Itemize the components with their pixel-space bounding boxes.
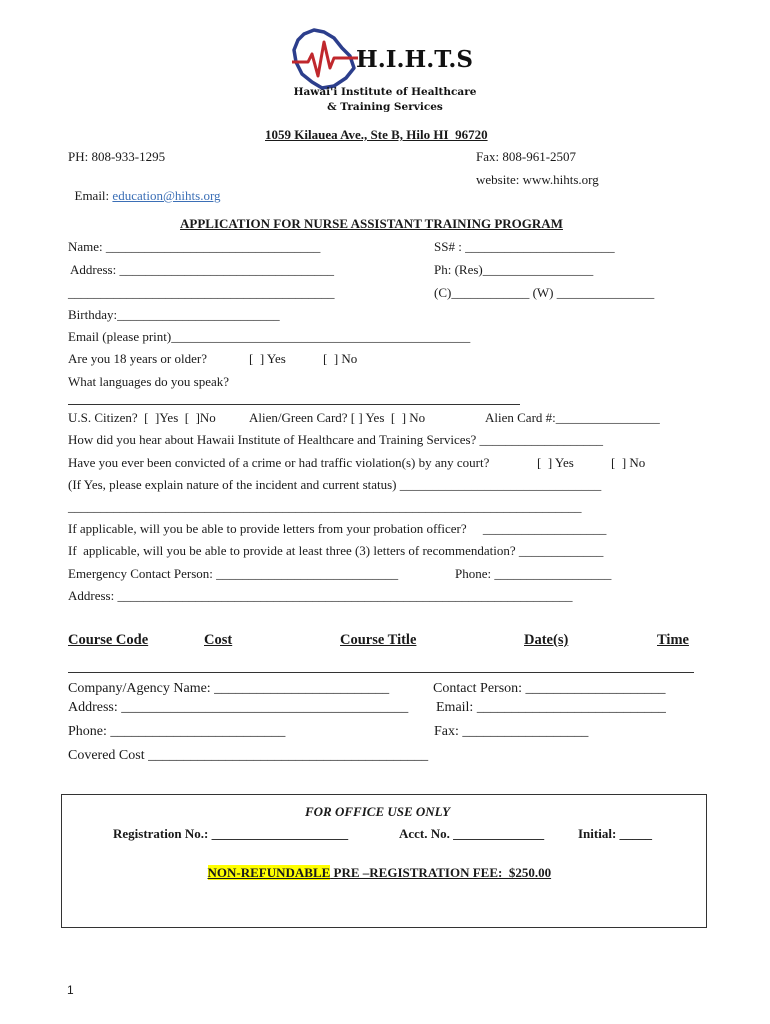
languages-question: What languages do you speak? — [68, 374, 230, 389]
emergency-contact-field[interactable]: Emergency Contact Person: ____________________________ — [68, 566, 399, 581]
crime-question: Have you ever been convicted of a crime or had traffic violation(s) by any court? — [68, 455, 490, 470]
col-dates: Date(s) — [524, 632, 569, 648]
company-name-field[interactable]: Company/Agency Name: _________________________ — [68, 681, 390, 696]
covered-cost-field[interactable]: Covered Cost ________________________________________ — [68, 748, 429, 763]
col-time: Time — [657, 632, 689, 648]
crime-explain-field[interactable]: (If Yes, please explain nature of the incident and current status) _______________________________ — [68, 477, 602, 492]
non-refundable-highlight: NON-REFUNDABLE — [207, 865, 331, 880]
registration-number-field[interactable]: Registration No.: _____________________ — [113, 826, 349, 841]
email-field[interactable]: Email (please print)______________________________________________ — [68, 329, 471, 344]
crime-explain-line2[interactable]: _______________________________________________________________________________ — [68, 499, 582, 514]
age-question: Are you 18 years or older? — [68, 351, 207, 366]
address-field[interactable]: Address: _________________________________ — [70, 262, 334, 277]
logo-subtitle-line1: Hawai'i Institute of Healthcare — [293, 86, 477, 98]
org-phone: PH: 808-933-1295 — [68, 149, 166, 164]
company-email-field[interactable]: Email: ___________________________ — [436, 700, 666, 715]
languages-answer-line[interactable] — [68, 404, 520, 405]
company-phone-field[interactable]: Phone: _________________________ — [68, 724, 286, 739]
col-course-code: Course Code — [68, 632, 149, 648]
phone-cell-work-field[interactable]: (C)____________ (W) _______________ — [434, 285, 655, 300]
form-title: APPLICATION FOR NURSE ASSISTANT TRAINING PROGRAM — [180, 216, 563, 231]
account-number-field[interactable]: Acct. No. ______________ — [399, 826, 545, 841]
citizen-question[interactable]: U.S. Citizen? [ ]Yes [ ]No — [68, 410, 216, 425]
alien-card-number-field[interactable]: Alien Card #:________________ — [485, 410, 660, 425]
referral-question[interactable]: How did you hear about Hawaii Institute of Healthcare and Training Services? ___________________ — [68, 432, 604, 447]
registration-fee-notice — [201, 849, 551, 881]
org-fax: Fax: 808-961-2507 — [476, 149, 577, 164]
email-label: Email: — [74, 188, 113, 203]
initial-field[interactable]: Initial: _____ — [578, 826, 653, 841]
logo-title: H.I.H.T.S — [356, 46, 474, 73]
email-link[interactable]: education@hihts.org — [112, 188, 221, 203]
company-contact-field[interactable]: Contact Person: ____________________ — [433, 681, 666, 696]
age-yes-checkbox[interactable]: [ ] Yes — [249, 351, 286, 366]
office-use-title: FOR OFFICE USE ONLY — [305, 804, 451, 819]
crime-yes-checkbox[interactable]: [ ] Yes — [537, 455, 574, 470]
org-email — [68, 172, 221, 204]
recommendation-question[interactable]: If applicable, will you be able to provide at least three (3) letters of recommendation? _____________ — [68, 543, 604, 558]
ss-field[interactable]: SS# : _______________________ — [434, 239, 615, 254]
emergency-address-field[interactable]: Address: ______________________________________________________________________ — [68, 588, 573, 603]
address-line2-field[interactable]: _________________________________________ — [68, 285, 335, 300]
logo-subtitle-line2: & Training Services — [327, 101, 443, 113]
hawaii-island-ekg-icon — [290, 28, 360, 90]
course-entry-line[interactable] — [68, 672, 694, 673]
name-field[interactable]: Name: _________________________________ — [68, 239, 321, 254]
probation-question[interactable]: If applicable, will you be able to provide letters from your probation officer? ___________________ — [68, 521, 607, 536]
age-no-checkbox[interactable]: [ ] No — [323, 351, 358, 366]
page-number: 1 — [67, 983, 74, 997]
green-card-question[interactable]: Alien/Green Card? [ ] Yes [ ] No — [249, 410, 426, 425]
col-cost: Cost — [204, 632, 233, 648]
birthday-field[interactable]: Birthday:_________________________ — [68, 307, 280, 322]
org-address: 1059 Kilauea Ave., Ste B, Hilo HI 96720 — [265, 127, 488, 142]
company-fax-field[interactable]: Fax: __________________ — [434, 724, 589, 739]
emergency-phone-field[interactable]: Phone: __________________ — [455, 566, 612, 581]
phone-res-field[interactable]: Ph: (Res)_________________ — [434, 262, 594, 277]
crime-no-checkbox[interactable]: [ ] No — [611, 455, 646, 470]
org-website: website: www.hihts.org — [476, 172, 599, 187]
fee-text: PRE –REGISTRATION FEE: $250.00 — [330, 865, 552, 880]
col-course-title: Course Title — [340, 632, 417, 648]
company-address-field[interactable]: Address: _________________________________________ — [68, 700, 409, 715]
